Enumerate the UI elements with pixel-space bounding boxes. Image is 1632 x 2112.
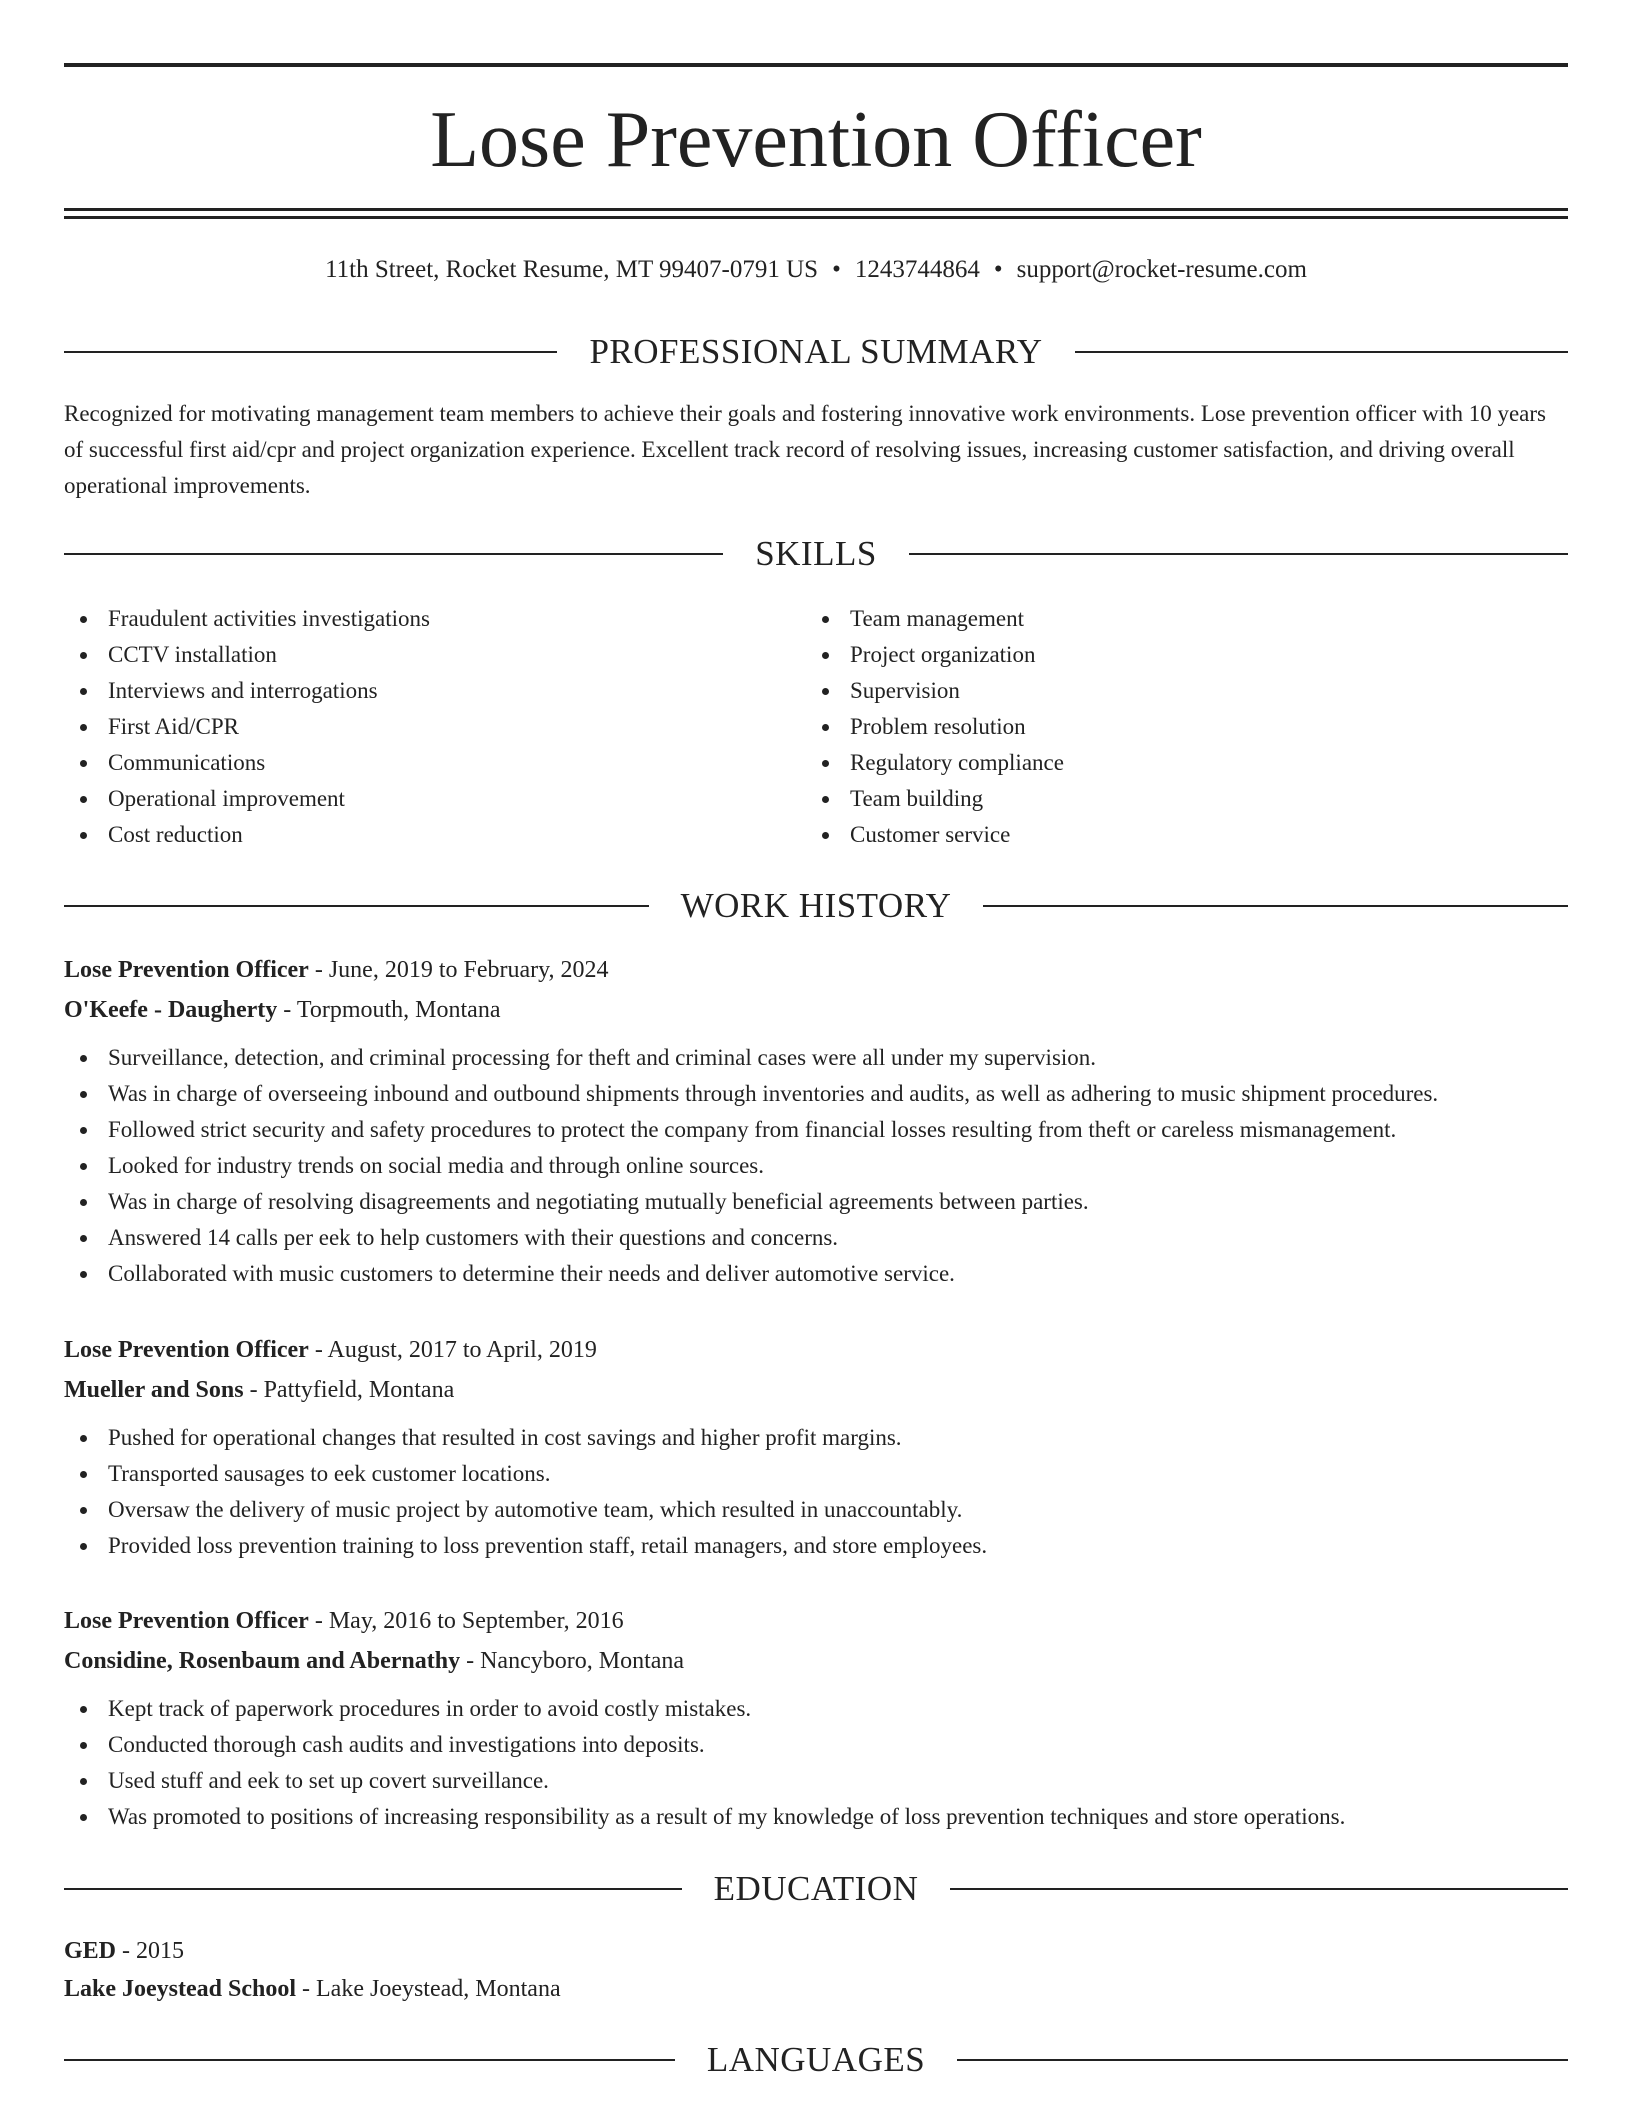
skills-right-column bbox=[806, 601, 1506, 853]
job-company: Mueller and Sons bbox=[64, 1377, 244, 1403]
list-item bbox=[64, 673, 764, 709]
list-item-text: Was promoted to positions of increasing responsibility as a result of my knowledge of loss prevention techniques and store operations. bbox=[108, 1804, 1346, 1829]
job-company-line bbox=[64, 1370, 1568, 1410]
list-item-text: Conducted thorough cash audits and investigations into deposits. bbox=[108, 1732, 705, 1757]
job-title: Lose Prevention Officer bbox=[64, 957, 309, 983]
header-double-rule-bottom bbox=[64, 216, 1568, 219]
list-item bbox=[64, 1528, 1568, 1564]
list-item-text: Fraudulent activities investigations bbox=[108, 606, 430, 631]
skills-section-header bbox=[64, 532, 1568, 576]
list-item bbox=[806, 709, 1506, 745]
bullet-icon bbox=[80, 1742, 87, 1749]
education-school-line bbox=[64, 1970, 1568, 2008]
education-degree-line bbox=[64, 1932, 1568, 1970]
bullet-icon bbox=[80, 688, 87, 695]
list-item bbox=[64, 1799, 1568, 1835]
list-item bbox=[64, 709, 764, 745]
list-item-text: Regulatory compliance bbox=[850, 750, 1064, 775]
job-entry bbox=[64, 1601, 1568, 1835]
list-item-text: Was in charge of resolving disagreements and negotiating mutually beneficial agreements between parties. bbox=[108, 1189, 1089, 1214]
education-location: - Lake Joeystead, Montana bbox=[296, 1976, 561, 2002]
bullet-icon bbox=[80, 1706, 87, 1713]
list-item bbox=[64, 745, 764, 781]
list-item bbox=[806, 781, 1506, 817]
bullet-icon bbox=[80, 1778, 87, 1785]
list-item bbox=[64, 1456, 1568, 1492]
job-location: - Torpmouth, Montana bbox=[277, 997, 501, 1023]
bullet-icon bbox=[822, 796, 829, 803]
section-rule-left bbox=[64, 1888, 682, 1890]
header-top-rule bbox=[64, 63, 1568, 67]
work-section-title: WORK HISTORY bbox=[680, 886, 952, 925]
job-title: Lose Prevention Officer bbox=[64, 1337, 309, 1363]
job-title: Lose Prevention Officer bbox=[64, 1608, 309, 1634]
list-item-text: Kept track of paperwork procedures in order to avoid costly mistakes. bbox=[108, 1696, 752, 1721]
list-item bbox=[64, 637, 764, 673]
bullet-icon bbox=[822, 616, 829, 623]
bullet-icon bbox=[822, 652, 829, 659]
languages-section-title: LANGUAGES bbox=[706, 2040, 926, 2079]
list-item bbox=[64, 601, 764, 637]
list-item bbox=[64, 781, 764, 817]
list-item-text: Customer service bbox=[850, 822, 1011, 847]
skills-section-title: SKILLS bbox=[755, 534, 877, 573]
list-item bbox=[64, 1184, 1568, 1220]
list-item bbox=[64, 1691, 1568, 1727]
job-dates: - August, 2017 to April, 2019 bbox=[308, 1337, 597, 1363]
list-item-text: Looked for industry trends on social media and through online sources. bbox=[108, 1153, 764, 1178]
contact-separator: • bbox=[993, 256, 1003, 283]
education-section-title: EDUCATION bbox=[713, 1869, 919, 1908]
job-title-line bbox=[64, 1330, 1568, 1370]
list-item bbox=[64, 1492, 1568, 1528]
bullet-icon bbox=[80, 1814, 87, 1821]
languages-section-header bbox=[64, 2038, 1568, 2082]
bullet-icon bbox=[80, 1163, 87, 1170]
bullet-icon bbox=[822, 760, 829, 767]
list-item bbox=[806, 817, 1506, 853]
bullet-icon bbox=[822, 724, 829, 731]
job-entry bbox=[64, 1330, 1568, 1564]
list-item-text: Communications bbox=[108, 750, 266, 775]
bullet-icon bbox=[822, 832, 829, 839]
skills-right-list bbox=[806, 601, 1506, 853]
education-section-header bbox=[64, 1867, 1568, 1911]
list-item bbox=[64, 1148, 1568, 1184]
list-item-text: First Aid/CPR bbox=[108, 714, 240, 739]
contact-email: support@rocket-resume.com bbox=[1016, 256, 1307, 283]
list-item-text: Project organization bbox=[850, 642, 1036, 667]
job-company: O'Keefe - Daugherty bbox=[64, 997, 278, 1023]
education-degree: GED bbox=[64, 1938, 117, 1964]
list-item-text: Pushed for operational changes that resulted in cost savings and higher profit margins. bbox=[108, 1425, 902, 1450]
job-bullets bbox=[64, 1040, 1568, 1292]
section-rule-right bbox=[983, 905, 1568, 907]
list-item-text: Transported sausages to eek customer locations. bbox=[108, 1461, 551, 1486]
list-item-text: Followed strict security and safety procedures to protect the company from financial losses resulting from theft or careless mismanagement. bbox=[108, 1117, 1397, 1142]
list-item bbox=[64, 1727, 1568, 1763]
job-title-line bbox=[64, 950, 1568, 990]
bullet-icon bbox=[80, 1127, 87, 1134]
contact-separator: • bbox=[832, 256, 841, 283]
section-rule-left bbox=[64, 2059, 675, 2061]
bullet-icon bbox=[80, 1199, 87, 1206]
list-item-text: Interviews and interrogations bbox=[108, 678, 378, 703]
job-company: Considine, Rosenbaum and Abernathy bbox=[64, 1648, 461, 1674]
job-bullets bbox=[64, 1420, 1568, 1564]
list-item bbox=[64, 817, 764, 853]
list-item bbox=[806, 637, 1506, 673]
skills-left-list bbox=[64, 601, 764, 853]
section-rule-right bbox=[909, 553, 1568, 555]
resume-name: Lose Prevention Officer bbox=[430, 96, 1202, 184]
job-title-line bbox=[64, 1601, 1568, 1641]
section-rule-right bbox=[950, 1888, 1568, 1890]
bullet-icon bbox=[80, 1235, 87, 1242]
bullet-icon bbox=[80, 796, 87, 803]
list-item-text: Surveillance, detection, and criminal processing for theft and criminal cases were all under my supervision. bbox=[108, 1045, 1097, 1070]
list-item-text: Answered 14 calls per eek to help customers with their questions and concerns. bbox=[108, 1225, 839, 1250]
section-rule-right bbox=[1075, 351, 1568, 353]
list-item-text: Team building bbox=[850, 786, 984, 811]
list-item bbox=[806, 745, 1506, 781]
list-item-text: Was in charge of overseeing inbound and outbound shipments through inventories and audits, as well as adhering to music shipment procedures. bbox=[108, 1081, 1439, 1106]
list-item-text: Used stuff and eek to set up covert surveillance. bbox=[108, 1768, 549, 1793]
bullet-icon bbox=[80, 1055, 87, 1062]
bullet-icon bbox=[80, 1435, 87, 1442]
skills-left-column bbox=[64, 601, 764, 853]
list-item-text: CCTV installation bbox=[108, 642, 277, 667]
job-dates: - May, 2016 to September, 2016 bbox=[308, 1608, 624, 1634]
bullet-icon bbox=[80, 832, 87, 839]
header-double-rule-top bbox=[64, 208, 1568, 211]
bullet-icon bbox=[80, 1271, 87, 1278]
bullet-icon bbox=[80, 1507, 87, 1514]
bullet-icon bbox=[80, 1471, 87, 1478]
list-item bbox=[64, 1420, 1568, 1456]
list-item-text: Provided loss prevention training to loss prevention staff, retail managers, and store employees. bbox=[108, 1533, 988, 1558]
list-item-text: Cost reduction bbox=[108, 822, 243, 847]
summary-section-title: PROFESSIONAL SUMMARY bbox=[589, 332, 1043, 371]
list-item bbox=[806, 601, 1506, 637]
section-rule-left bbox=[64, 905, 649, 907]
summary-section-header bbox=[64, 330, 1568, 374]
job-company-line bbox=[64, 990, 1568, 1030]
contact-phone: 1243744864 bbox=[854, 256, 980, 283]
list-item-text: Collaborated with music customers to determine their needs and deliver automotive service. bbox=[108, 1261, 955, 1286]
list-item bbox=[64, 1040, 1568, 1076]
job-entry bbox=[64, 950, 1568, 1292]
contact-address: 11th Street, Rocket Resume, MT 99407-0791 US bbox=[325, 256, 819, 283]
bullet-icon bbox=[80, 652, 87, 659]
job-location: - Nancyboro, Montana bbox=[460, 1648, 685, 1674]
bullet-icon bbox=[80, 1543, 87, 1550]
education-entry bbox=[64, 1932, 1568, 2008]
job-location: - Pattyfield, Montana bbox=[243, 1377, 455, 1403]
education-year: - 2015 bbox=[116, 1938, 185, 1964]
bullet-icon bbox=[80, 724, 87, 731]
summary-text: Recognized for motivating management team members to achieve their goals and fostering innovative work environments. Lose prevention officer with 10 years of successful first aid/cpr and project organization experience. Excellent track record of resolving issues, increasing customer satisfaction, and driving overall operational improvements. bbox=[64, 401, 1546, 498]
list-item bbox=[806, 673, 1506, 709]
list-item-text: Problem resolution bbox=[850, 714, 1026, 739]
list-item bbox=[64, 1220, 1568, 1256]
bullet-icon bbox=[80, 616, 87, 623]
education-school: Lake Joeystead School bbox=[64, 1976, 297, 2002]
list-item-text: Oversaw the delivery of music project by automotive team, which resulted in unaccountably. bbox=[108, 1497, 963, 1522]
list-item bbox=[64, 1763, 1568, 1799]
list-item bbox=[64, 1112, 1568, 1148]
job-dates: - June, 2019 to February, 2024 bbox=[308, 957, 609, 983]
list-item-text: Team management bbox=[850, 606, 1025, 631]
contact-line bbox=[64, 254, 1568, 286]
list-item-text: Supervision bbox=[850, 678, 960, 703]
bullet-icon bbox=[80, 760, 87, 767]
list-item-text: Operational improvement bbox=[108, 786, 345, 811]
list-item bbox=[64, 1076, 1568, 1112]
job-bullets bbox=[64, 1691, 1568, 1835]
job-company-line bbox=[64, 1641, 1568, 1681]
list-item bbox=[64, 1256, 1568, 1292]
section-rule-left bbox=[64, 553, 723, 555]
section-rule-right bbox=[957, 2059, 1568, 2061]
work-section-header bbox=[64, 884, 1568, 928]
section-rule-left bbox=[64, 351, 557, 353]
bullet-icon bbox=[80, 1091, 87, 1098]
bullet-icon bbox=[822, 688, 829, 695]
